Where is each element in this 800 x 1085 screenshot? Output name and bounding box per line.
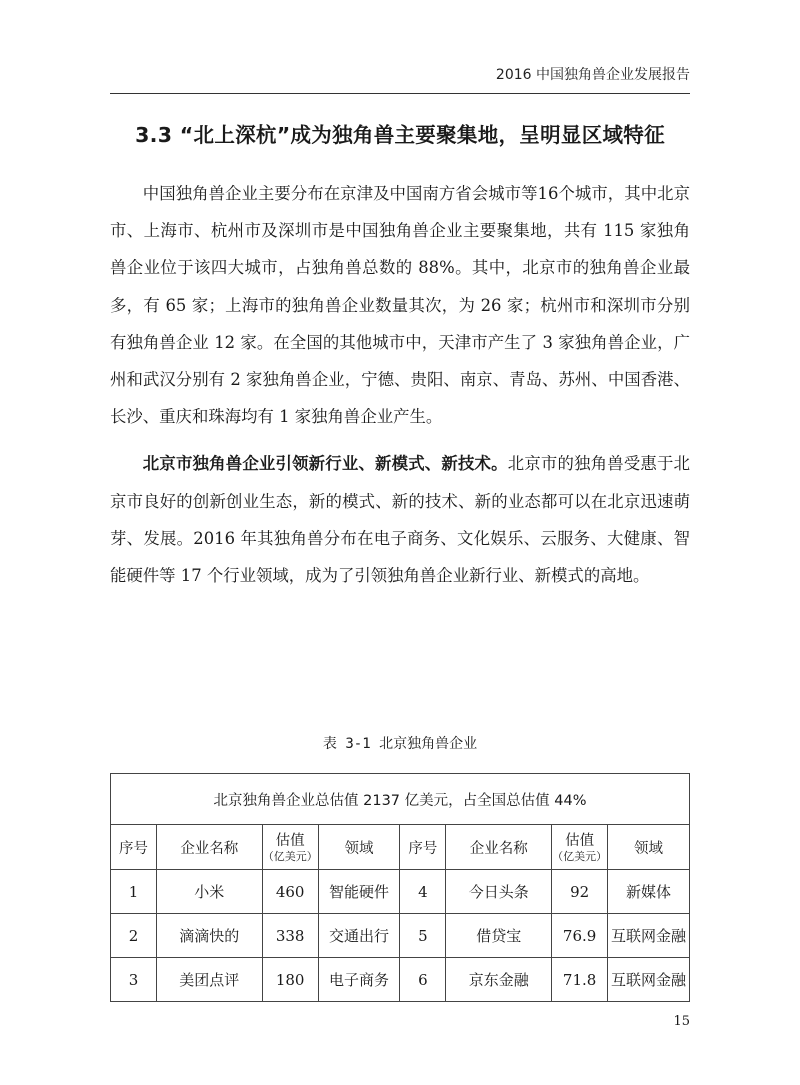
cell-valuation: 92 [552, 870, 608, 914]
cell-valuation: 460 [262, 870, 318, 914]
paragraph-1-text: 中国独角兽企业主要分布在京津及中国南方省会城市等16个城市，其中北京市、上海市、杭州市及深圳市是中国独角兽企业主要聚集地，共有 115 家独角兽企业位于该四大城市，占独角兽总数的 88%。其中，北京市的独角兽企业最多，有 65 家；上海市的独角兽企业数量其次，为 26 家；杭州市和深圳市分别有独角兽企业 12 家。在全国的其他城市中，天津市产生了 3 家独角兽企业，广州和武汉分别有 2 家独角兽企业，宁德、贵阳、南京、青岛、苏州、中国香港、长沙、重庆和珠海均有 1 家独角兽企业产生。 [110, 184, 690, 427]
header-rule [110, 93, 690, 94]
cell-valuation: 180 [262, 958, 318, 1002]
header-valuation-label: 估值 [275, 832, 305, 849]
header-valuation [262, 825, 318, 870]
page-number: 15 [673, 1014, 690, 1029]
header-field: 领域 [318, 825, 400, 870]
section-title: 3.3 “北上深杭”成为独角兽主要聚集地，呈明显区域特征 [135, 123, 665, 147]
cell-valuation: 76.9 [552, 914, 608, 958]
cell-company: 美团点评 [156, 958, 262, 1002]
cell-field: 智能硬件 [318, 870, 400, 914]
table-row [111, 958, 690, 1002]
cell-company: 小米 [156, 870, 262, 914]
cell-index: 1 [111, 870, 157, 914]
cell-index: 6 [400, 958, 446, 1002]
cell-field: 互联网金融 [608, 958, 690, 1002]
paragraph-1 [110, 175, 690, 435]
cell-company: 今日头条 [446, 870, 552, 914]
header-valuation-unit: （亿美元） [552, 849, 608, 863]
header-index: 序号 [111, 825, 157, 870]
body-text [110, 175, 690, 604]
header-field: 领域 [608, 825, 690, 870]
cell-index: 3 [111, 958, 157, 1002]
cell-index: 5 [400, 914, 446, 958]
paragraph-2 [110, 445, 690, 594]
running-header: 2016 中国独角兽企业发展报告 [495, 67, 690, 83]
cell-field: 新媒体 [608, 870, 690, 914]
cell-valuation: 338 [262, 914, 318, 958]
header-valuation-label: 估值 [565, 832, 595, 849]
table-summary: 北京独角兽企业总估值 2137 亿美元，占全国总估值 44% [111, 774, 690, 825]
paragraph-2-lead: 北京市独角兽企业引领新行业、新模式、新技术。 [142, 454, 508, 474]
cell-company: 京东金融 [446, 958, 552, 1002]
header-valuation [552, 825, 608, 870]
table-row [111, 870, 690, 914]
cell-valuation: 71.8 [552, 958, 608, 1002]
header-company: 企业名称 [156, 825, 262, 870]
header-company: 企业名称 [446, 825, 552, 870]
beijing-unicorn-table [110, 773, 690, 1002]
cell-company: 滴滴快的 [156, 914, 262, 958]
cell-index: 4 [400, 870, 446, 914]
paragraph-2-text: 北京市的独角兽受惠于北京市良好的创新创业生态，新的模式、新的技术、新的业态都可以在北京迅速萌芽、发展。2016 年其独角兽分布在电子商务、文化娱乐、云服务、大健康、智能硬件等 17 个行业领域，成为了引领独角兽企业新行业、新模式的高地。 [110, 454, 691, 586]
cell-field: 电子商务 [318, 958, 400, 1002]
table-caption: 表 3-1 北京独角兽企业 [322, 736, 478, 752]
header-index: 序号 [400, 825, 446, 870]
cell-field: 交通出行 [318, 914, 400, 958]
cell-field: 互联网金融 [608, 914, 690, 958]
table-row [111, 914, 690, 958]
header-valuation-unit: （亿美元） [262, 849, 318, 863]
cell-company: 借贷宝 [446, 914, 552, 958]
cell-index: 2 [111, 914, 157, 958]
